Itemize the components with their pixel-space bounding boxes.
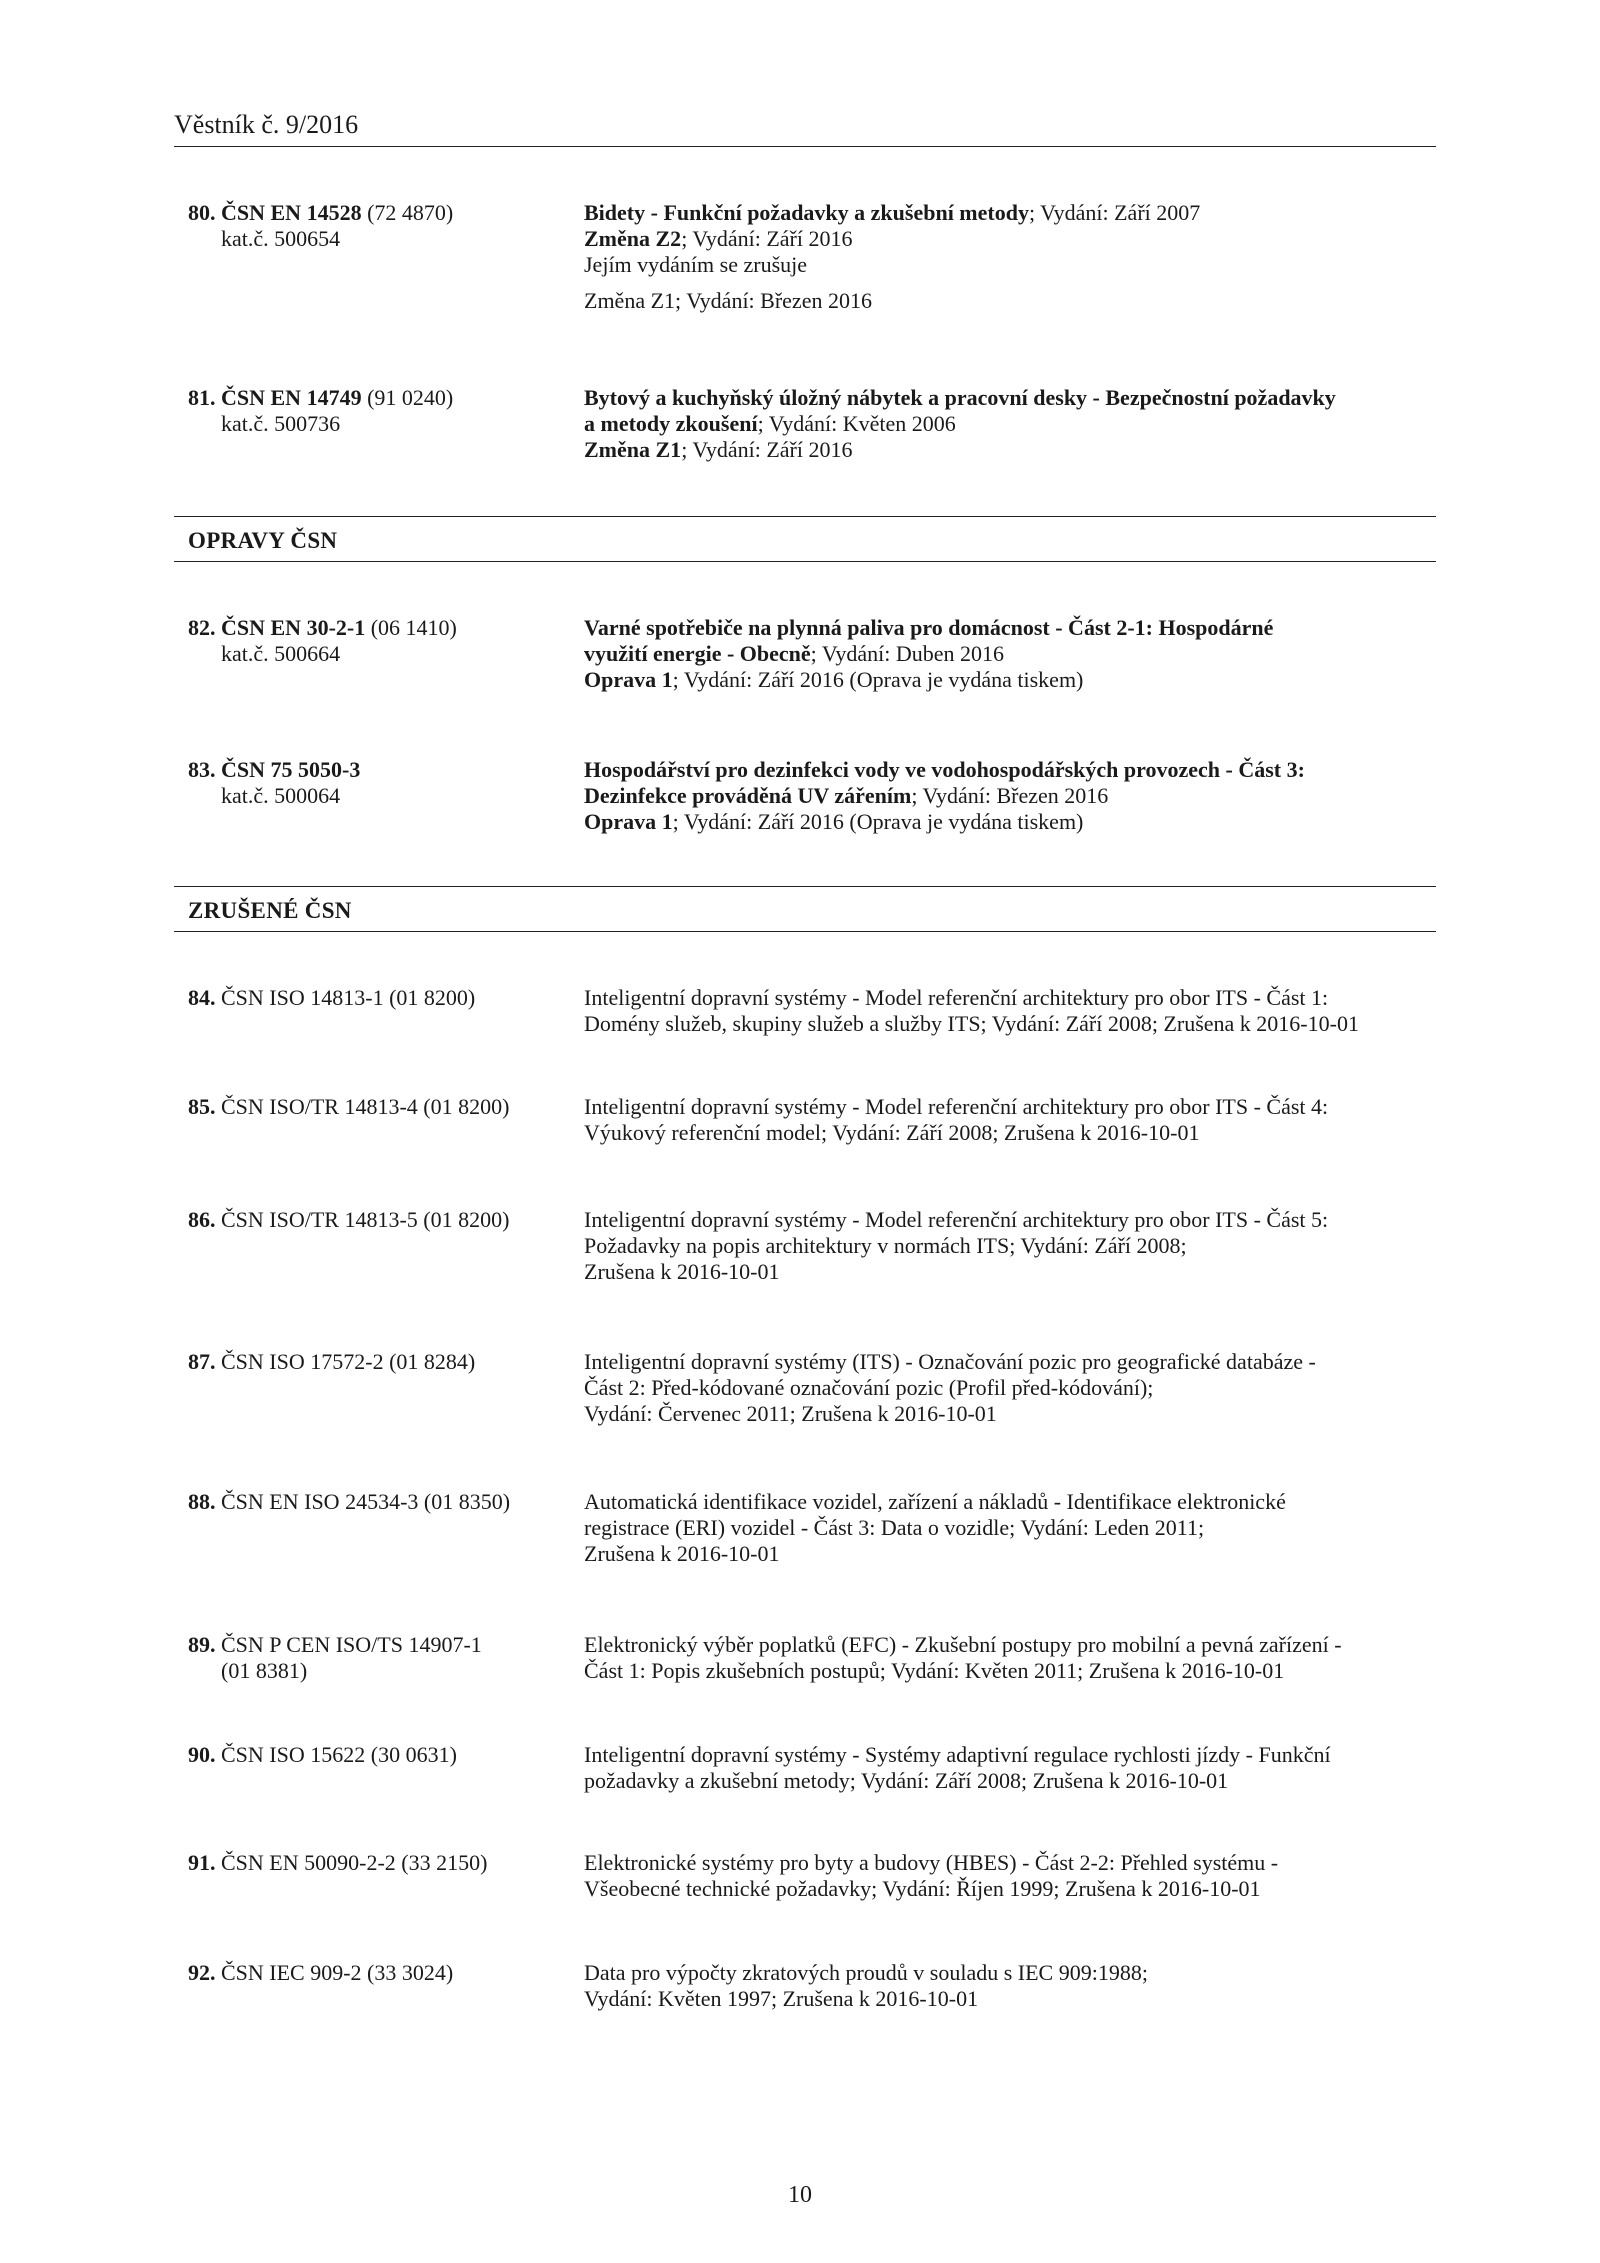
entry-identifier <box>188 1094 588 1120</box>
entry-description: Inteligentní dopravní systémy - Model referenční architektury pro obor ITS - Část 4: Výukový referenční model; Vydání: Září 2008; Zrušena k 2016-10-01 <box>584 1094 1329 1145</box>
catalog-number: kat.č. 500064 <box>221 783 341 808</box>
standard-title: Hospodářství pro dezinfekci vody ve vodohospodářských provozech - Část 3: <box>584 757 1305 782</box>
standard-code: ČSN ISO/TR 14813-4 (01 8200) <box>221 1094 510 1119</box>
entry-number: 85. <box>188 1094 216 1119</box>
correction-label: Oprava 1 <box>584 809 673 834</box>
standard-code: ČSN ISO 14813-1 (01 8200) <box>221 985 476 1010</box>
standard-title: Bytový a kuchyňský úložný nábytek a pracovní desky - Bezpečnostní požadavky <box>584 385 1336 410</box>
standard-code: ČSN P CEN ISO/TS 14907-1 <box>221 1632 482 1657</box>
entry-identifier <box>188 757 588 809</box>
entry-description: Bytový a kuchyňský úložný nábytek a pracovní desky - Bezpečnostní požadavky a metody zkoušení; Vydání: Květen 2006 Změna Z1; Vydání: Září 2016 <box>584 385 1436 463</box>
entry-number: 84. <box>188 985 216 1010</box>
amendment-label: Změna Z1 <box>584 437 682 462</box>
standard-code: ČSN 75 5050-3 <box>221 757 361 782</box>
entry-identifier <box>188 200 588 252</box>
entry-number: 87. <box>188 1349 216 1374</box>
standard-code: ČSN ISO 15622 (30 0631) <box>221 1742 457 1767</box>
entry-identifier <box>188 1960 588 1986</box>
header-divider <box>174 146 1436 147</box>
entry-description: Inteligentní dopravní systémy - Model referenční architektury pro obor ITS - Část 1: Domény služeb, skupiny služeb a služby ITS; Vydání: Září 2008; Zrušena k 2016-10-01 <box>584 985 1359 1036</box>
entry-identifier <box>188 1349 588 1375</box>
entry-description: Inteligentní dopravní systémy - Model referenční architektury pro obor ITS - Část 5: Požadavky na popis architektury v normách ITS; Vydání: Září 2008; Zrušena k 2016-10-01 <box>584 1207 1329 1284</box>
section-divider <box>174 516 1436 517</box>
section-title: ZRUŠENÉ ČSN <box>188 898 352 923</box>
entry-number: 88. <box>188 1489 216 1514</box>
section-divider <box>174 561 1436 562</box>
entry-identifier <box>188 1742 588 1768</box>
entry-description: Data pro výpočty zkratových proudů v souladu s IEC 909:1988; Vydání: Květen 1997; Zrušena k 2016-10-01 <box>584 1960 1148 2011</box>
entry-number: 80. <box>188 200 216 225</box>
page-header: Věstník č. 9/2016 <box>174 110 359 139</box>
entry-number: 81. <box>188 385 216 410</box>
classification-code: (01 8381) <box>221 1658 308 1683</box>
catalog-number: kat.č. 500736 <box>221 411 341 436</box>
entry-number: 90. <box>188 1742 216 1767</box>
entry-identifier <box>188 985 588 1011</box>
section-divider <box>174 931 1436 932</box>
entry-number: 92. <box>188 1960 216 1985</box>
entry-description: Elektronické systémy pro byty a budovy (HBES) - Část 2-2: Přehled systému - Všeobecné technické požadavky; Vydání: Říjen 1999; Zrušena k 2016-10-01 <box>584 1850 1279 1901</box>
entry-description: Inteligentní dopravní systémy - Systémy adaptivní regulace rychlosti jízdy - Funkční požadavky a zkušební metody; Vydání: Září 2008; Zrušena k 2016-10-01 <box>584 1742 1331 1793</box>
entry-identifier <box>188 1850 588 1876</box>
standard-title: Bidety - Funkční požadavky a zkušební metody <box>584 200 1029 225</box>
entry-description: Automatická identifikace vozidel, zařízení a nákladů - Identifikace elektronické registrace (ERI) vozidel - Část 3: Data o vozidle; Vydání: Leden 2011; Zrušena k 2016-10-01 <box>584 1489 1286 1566</box>
entry-description: Varné spotřebiče na plynná paliva pro domácnost - Část 2-1: Hospodárné využití energie - Obecně; Vydání: Duben 2016 Oprava 1; Vydání: Září 2016 (Oprava je vydána tiskem) <box>584 615 1436 693</box>
page-number: 10 <box>788 2182 812 2208</box>
correction-label: Oprava 1 <box>584 667 673 692</box>
entry-number: 86. <box>188 1207 216 1232</box>
standard-code: ČSN EN ISO 24534-3 (01 8350) <box>221 1489 511 1514</box>
section-title: OPRAVY ČSN <box>188 528 338 553</box>
section-divider <box>174 886 1436 887</box>
standard-title: Varné spotřebiče na plynná paliva pro domácnost - Část 2-1: Hospodárné <box>584 615 1274 640</box>
standard-code: ČSN EN 30-2-1 <box>221 615 366 640</box>
standard-code: ČSN ISO 17572-2 (01 8284) <box>221 1349 476 1374</box>
standard-code: ČSN EN 14528 <box>221 200 362 225</box>
entry-number: 91. <box>188 1850 216 1875</box>
standard-code: ČSN IEC 909-2 (33 3024) <box>221 1960 454 1985</box>
entry-identifier <box>188 1207 588 1233</box>
catalog-number: kat.č. 500664 <box>221 641 341 666</box>
entry-description: Hospodářství pro dezinfekci vody ve vodohospodářských provozech - Část 3: Dezinfekce prováděná UV zářením; Vydání: Březen 2016 Oprava 1; Vydání: Září 2016 (Oprava je vydána tiskem) <box>584 757 1436 835</box>
replaced-amendment: Změna Z1; Vydání: Březen 2016 <box>584 288 872 313</box>
entry-number: 89. <box>188 1632 216 1657</box>
entry-number: 82. <box>188 615 216 640</box>
standard-code: ČSN EN 50090-2-2 (33 2150) <box>221 1850 488 1875</box>
classification-code: (91 0240) <box>367 385 454 410</box>
amendment-label: Změna Z2 <box>584 226 682 251</box>
standard-code: ČSN EN 14749 <box>221 385 362 410</box>
entry-identifier <box>188 1489 588 1515</box>
entry-number: 83. <box>188 757 216 782</box>
entry-description: Bidety - Funkční požadavky a zkušební metody; Vydání: Září 2007 Změna Z2; Vydání: Září 2016 Jejím vydáním se zrušuje Změna Z1; Vydání: Březen 2016 <box>584 200 1436 314</box>
entry-identifier <box>188 385 588 437</box>
entry-description: Elektronický výběr poplatků (EFC) - Zkušební postupy pro mobilní a pevná zařízení - Část 1: Popis zkušebních postupů; Vydání: Květen 2011; Zrušena k 2016-10-01 <box>584 1632 1342 1683</box>
entry-identifier <box>188 1632 588 1684</box>
standard-code: ČSN ISO/TR 14813-5 (01 8200) <box>221 1207 510 1232</box>
entry-identifier <box>188 615 588 667</box>
entry-description: Inteligentní dopravní systémy (ITS) - Označování pozic pro geografické databáze - Část 2: Před-kódované označování pozic (Profil před-kódování); Vydání: Červenec 2011; Zrušena k 2016-10-01 <box>584 1349 1316 1426</box>
classification-code: (06 1410) <box>370 615 457 640</box>
catalog-number: kat.č. 500654 <box>221 226 341 251</box>
classification-code: (72 4870) <box>367 200 454 225</box>
replacement-note: Jejím vydáním se zrušuje <box>584 252 808 277</box>
